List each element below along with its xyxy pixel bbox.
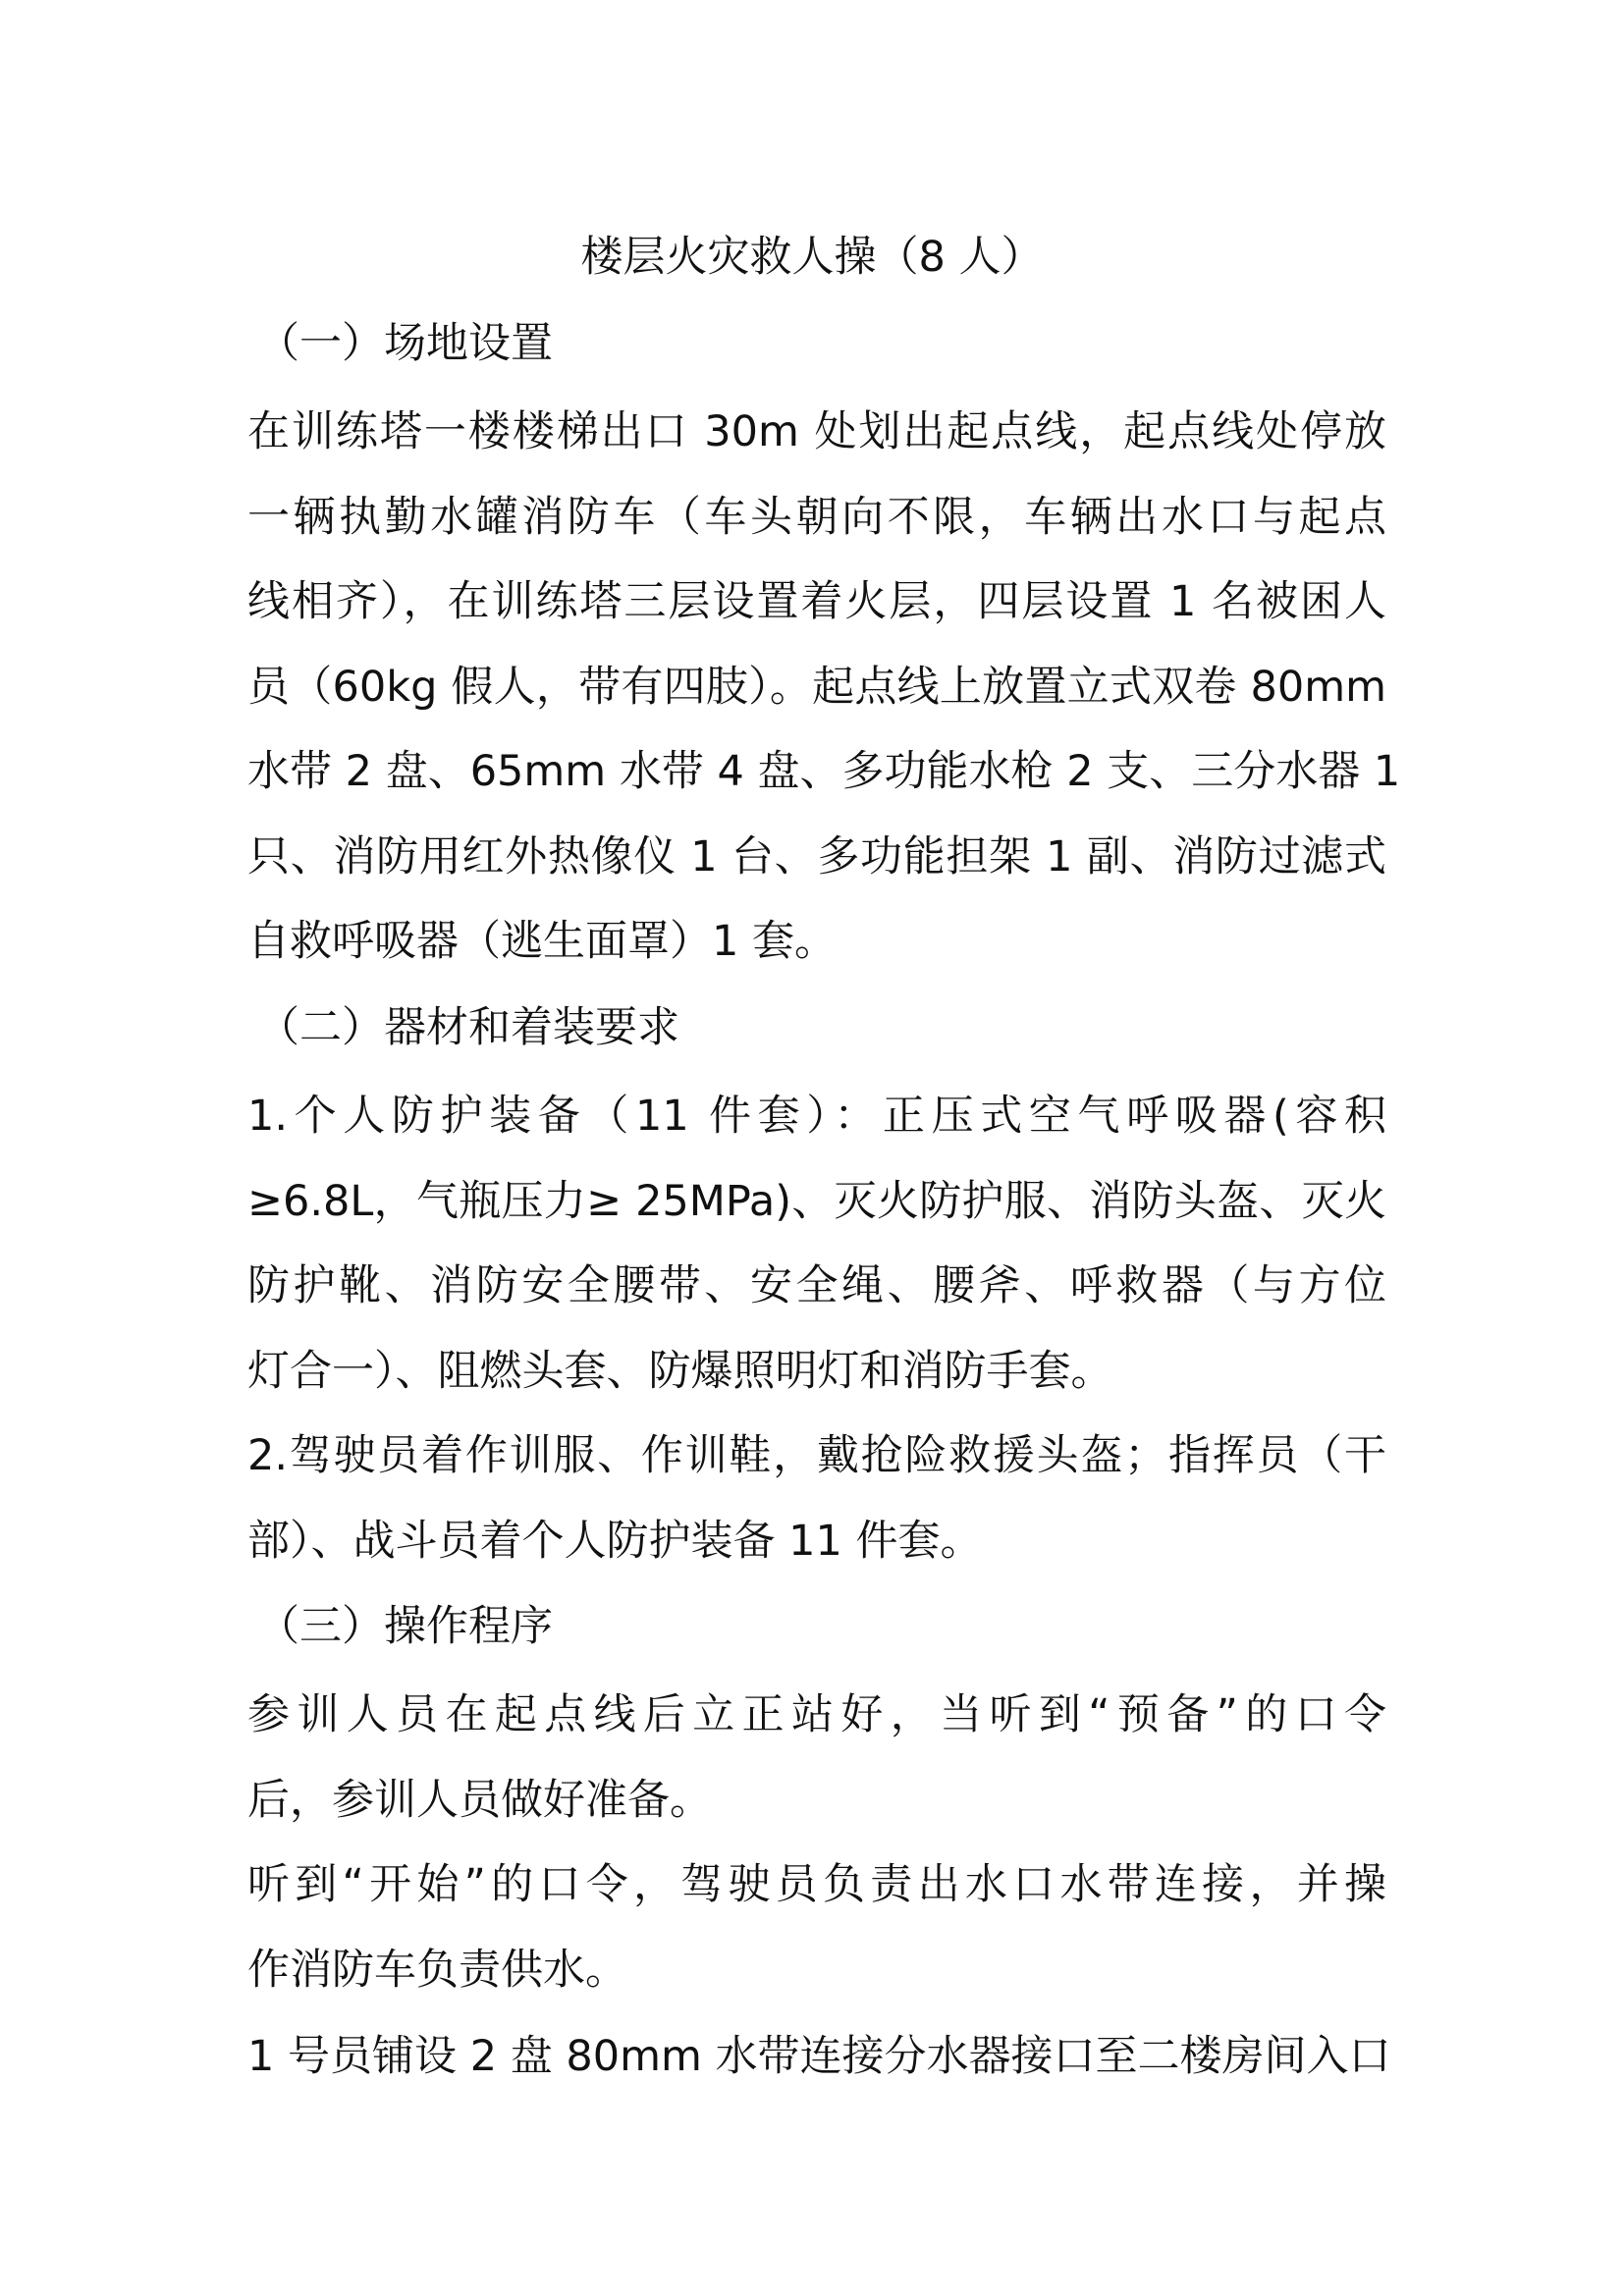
- section-heading-2: （二）器材和着装要求: [257, 1003, 679, 1052]
- text-line: 听到“开始”的口令，驾驶员负责出水口水带连接，并操: [247, 1860, 1386, 1909]
- text-line: 在训练塔一楼楼梯出口 30m 处划出起点线，起点线处停放: [247, 407, 1386, 456]
- text-line: 后，参训人员做好准备。: [247, 1775, 712, 1825]
- text-line: 2.驾驶员着作训服、作训鞋，戴抢险救援头盔；指挥员（干: [247, 1431, 1386, 1480]
- text-line: 防护靴、消防安全腰带、安全绳、腰斧、呼救器（与方位: [247, 1261, 1386, 1310]
- section-3-paragraph-2: [247, 1842, 1386, 2012]
- text-line: 1.个人防护装备（11 件套）：正压式空气呼吸器(容积: [247, 1092, 1386, 1141]
- text-line: 水带 2 盘、65mm 水带 4 盘、多功能水枪 2 支、三分水器 1: [247, 747, 1401, 796]
- text-line: 员（60kg 假人，带有四肢）。起点线上放置立式双卷 80mm: [247, 662, 1386, 712]
- text-line: 参训人员在起点线后立正站好，当听到“预备”的口令: [247, 1690, 1386, 1739]
- section-heading-3: （三）操作程序: [257, 1602, 553, 1651]
- section-3-paragraph-1: [247, 1673, 1386, 1842]
- text-line: 1 号员铺设 2 盘 80mm 水带连接分水器接口至二楼房间入口: [247, 2032, 1391, 2081]
- section-2-paragraph-1: [247, 1074, 1386, 1414]
- text-line: 自救呼吸器（逃生面罩）1 套。: [247, 917, 838, 966]
- text-line: 灯合一）、阻燃头套、防爆照明灯和消防手套。: [247, 1346, 1113, 1396]
- text-line: 作消防车负责供水。: [247, 1945, 627, 1995]
- section-3-paragraph-3: [247, 2014, 1391, 2100]
- section-1-paragraph-1: [247, 390, 1401, 985]
- section-2-paragraph-2: [247, 1414, 1386, 1583]
- text-line: 部）、战斗员着个人防护装备 11 件套。: [247, 1516, 983, 1566]
- document-title: 楼层火灾救人操（8 人）: [580, 233, 1044, 282]
- section-heading-1: （一）场地设置: [257, 319, 553, 368]
- text-line: ≥6.8L，气瓶压力≥ 25MPa)、灭火防护服、消防头盔、灭火: [247, 1176, 1386, 1226]
- text-line: 只、消防用红外热像仪 1 台、多功能担架 1 副、消防过滤式: [247, 831, 1386, 881]
- text-line: 一辆执勤水罐消防车（车头朝向不限，车辆出水口与起点: [247, 492, 1386, 542]
- text-line: 线相齐），在训练塔三层设置着火层，四层设置 1 名被困人: [247, 577, 1386, 626]
